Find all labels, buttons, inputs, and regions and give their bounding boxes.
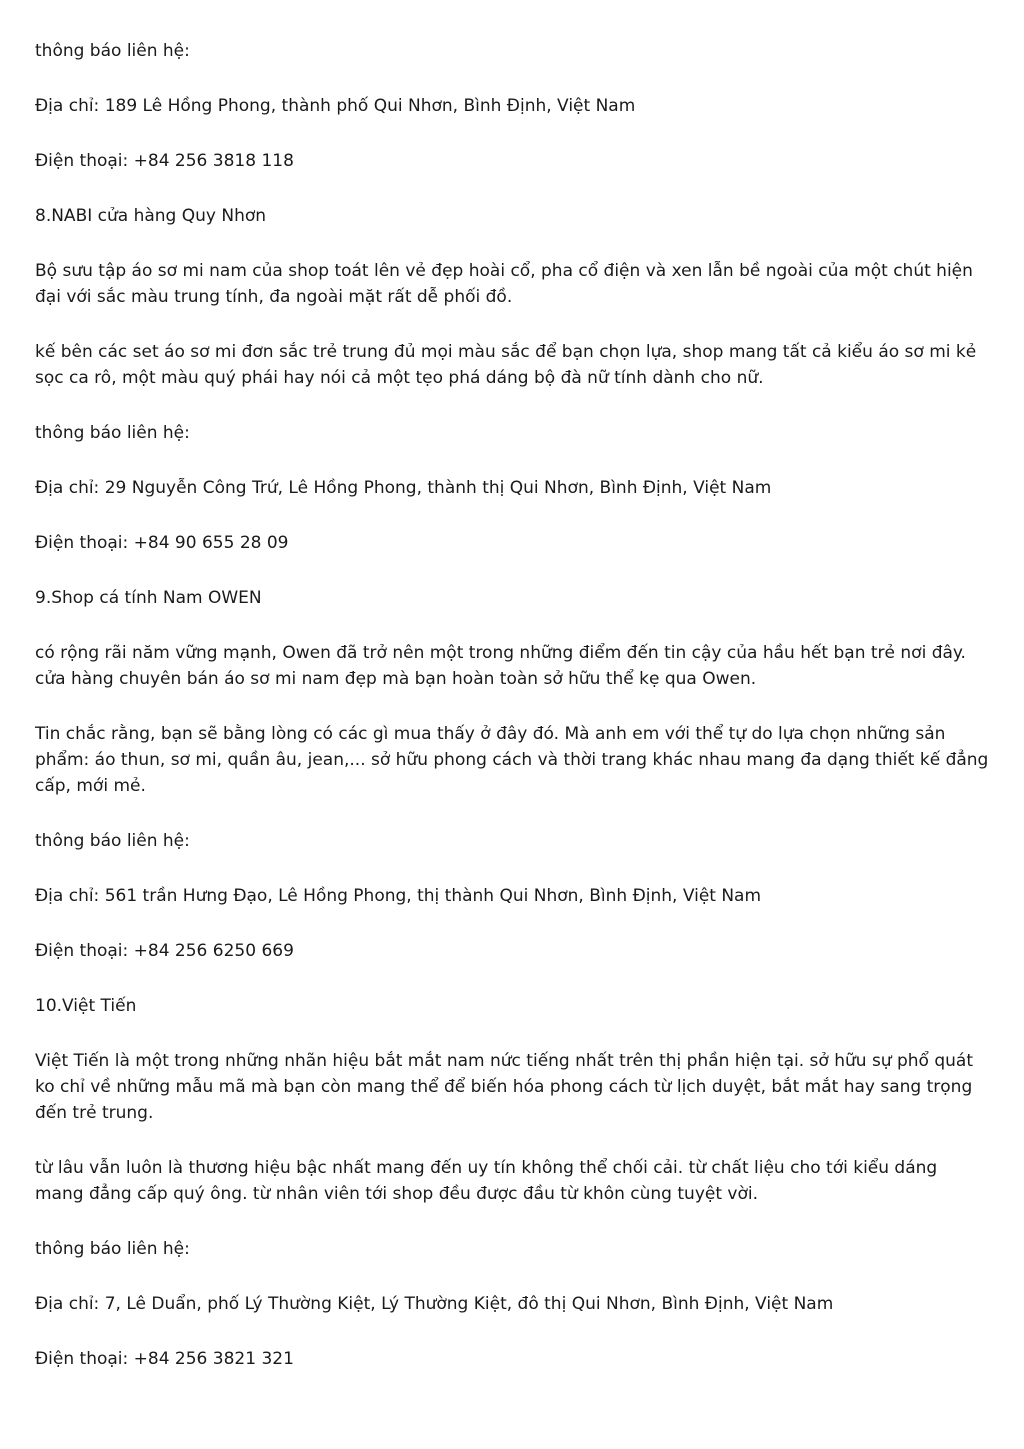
phone-line: Điện thoại: +84 256 6250 669 bbox=[35, 941, 294, 961]
body-paragraph: Bộ sưu tập áo sơ mi nam của shop toát lên vẻ đẹp hoài cổ, pha cổ điện và xen lẫn bề ngoài của một chút hiện đại với sắc màu trung tính, đa ngoài mặt rất dễ phối đồ. bbox=[35, 261, 973, 307]
address-line: Địa chỉ: 561 trần Hưng Đạo, Lê Hồng Phong, thị thành Qui Nhơn, Bình Định, Việt Nam bbox=[35, 886, 762, 906]
body-paragraph: từ lâu vẫn luôn là thương hiệu bậc nhất mang đến uy tín không thể chối cải. từ chất liệu cho tới kiểu dáng mang đẳng cấp quý ông. từ nhân viên tới shop đều được đầu từ khôn cùng tuyệt vời. bbox=[35, 1158, 938, 1204]
contact-heading: thông báo liên hệ: bbox=[35, 1239, 190, 1259]
address-line: Địa chỉ: 189 Lê Hồng Phong, thành phố Qui Nhơn, Bình Định, Việt Nam bbox=[35, 96, 636, 116]
body-paragraph: Việt Tiến là một trong những nhãn hiệu bắt mắt nam nức tiếng nhất trên thị phần hiện tại. sở hữu sự phổ quát ko chỉ về những mẫu mã mà bạn còn mang thể để biến hóa phong cách từ lịch duyệt, bắt mắt hay sang trọng đến trẻ trung. bbox=[35, 1051, 973, 1123]
body-paragraph: kế bên các set áo sơ mi đơn sắc trẻ trung đủ mọi màu sắc để bạn chọn lựa, shop mang tất cả kiểu áo sơ mi kẻ sọc ca rô, một màu quý phái hay nói cả một tẹo phá dáng bộ đà nữ tính dành cho nữ. bbox=[35, 342, 977, 388]
address-line: Địa chỉ: 29 Nguyễn Công Trứ, Lê Hồng Phong, thành thị Qui Nhơn, Bình Định, Việt Nam bbox=[35, 478, 772, 498]
phone-line: Điện thoại: +84 256 3821 321 bbox=[35, 1349, 294, 1369]
phone-line: Điện thoại: +84 256 3818 118 bbox=[35, 151, 294, 171]
contact-heading: thông báo liên hệ: bbox=[35, 423, 190, 443]
document-body bbox=[35, 38, 989, 1401]
section-heading-owen: 9.Shop cá tính Nam OWEN bbox=[35, 588, 262, 608]
section-heading-nabi: 8.NABI cửa hàng Quy Nhơn bbox=[35, 206, 267, 226]
contact-heading: thông báo liên hệ: bbox=[35, 831, 190, 851]
address-line: Địa chỉ: 7, Lê Duẩn, phố Lý Thường Kiệt, Lý Thường Kiệt, đô thị Qui Nhơn, Bình Định, Việt Nam bbox=[35, 1294, 834, 1314]
section-heading-viet-tien: 10.Việt Tiến bbox=[35, 996, 137, 1016]
contact-heading: thông báo liên hệ: bbox=[35, 41, 190, 61]
body-paragraph: có rộng rãi năm vững mạnh, Owen đã trở nên một trong những điểm đến tin cậy của hầu hết bạn trẻ nơi đây. cửa hàng chuyên bán áo sơ mi nam đẹp mà bạn hoàn toàn sở hữu thể kẹ qua Owen. bbox=[35, 643, 966, 689]
body-paragraph: Tin chắc rằng, bạn sẽ bằng lòng có các gì mua thấy ở đây đó. Mà anh em với thể tự do lựa chọn những sản phẩm: áo thun, sơ mi, quần âu, jean,... sở hữu phong cách và thời trang khác nhau mang đa dạng thiết kế đẳng cấp, mới mẻ. bbox=[35, 724, 989, 796]
phone-line: Điện thoại: +84 90 655 28 09 bbox=[35, 533, 289, 553]
